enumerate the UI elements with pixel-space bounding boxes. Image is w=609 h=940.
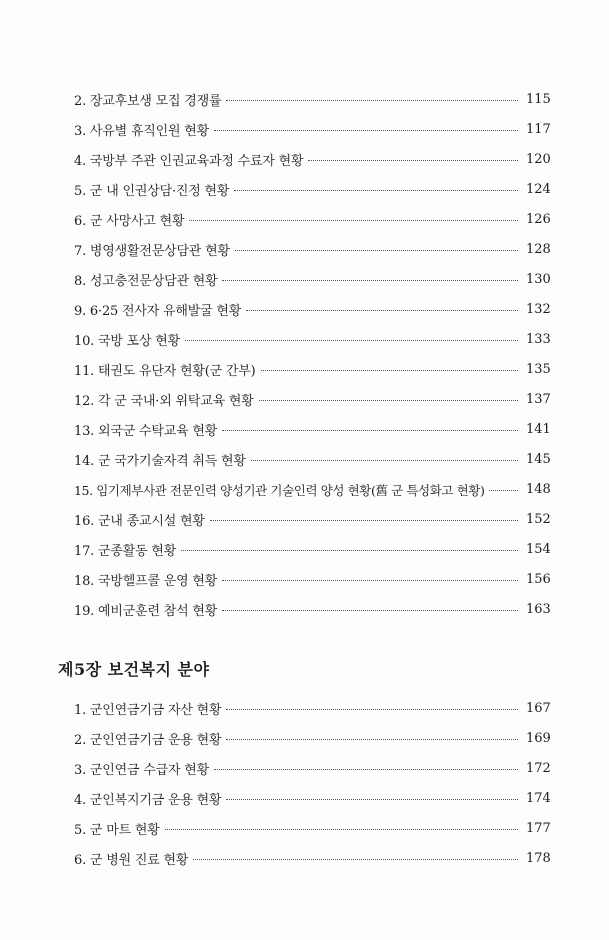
dot-leader xyxy=(222,610,518,611)
toc-entry-title: 3. 군인연금 수급자 현황 xyxy=(74,762,210,778)
dot-leader xyxy=(193,859,518,860)
toc-entry-page-number: 130 xyxy=(526,271,551,287)
chapter-title: 제5장 보건복지 분야 xyxy=(58,660,210,679)
toc-entry[interactable] xyxy=(74,324,550,354)
toc-entry[interactable] xyxy=(74,475,550,505)
toc-entry[interactable] xyxy=(74,114,550,144)
dot-leader xyxy=(189,220,518,221)
toc-entry[interactable] xyxy=(74,264,550,294)
dot-leader xyxy=(259,400,518,401)
dot-leader xyxy=(235,250,518,251)
toc-entry[interactable] xyxy=(74,843,550,873)
toc-entry-title: 8. 성고충전문상담관 현황 xyxy=(74,273,218,289)
toc-entry-title: 17. 군종활동 현황 xyxy=(74,544,177,560)
dot-leader xyxy=(226,799,518,800)
toc-entry-title: 15. 임기제부사관 전문인력 양성기관 기술인력 양성 현황(舊 군 특성화고 현황) xyxy=(74,482,485,498)
toc-entry-title: 5. 군 내 인권상담·진정 현황 xyxy=(74,183,230,199)
toc-entry-title: 11. 태권도 유단자 현황(군 간부) xyxy=(74,363,256,379)
toc-entry-page-number: 177 xyxy=(526,820,551,836)
toc-entry-page-number: 154 xyxy=(526,542,551,558)
toc-entry-page-number: 137 xyxy=(526,391,551,407)
toc-entry[interactable] xyxy=(74,354,550,384)
toc-list-chapter4 xyxy=(74,84,550,625)
toc-entry-title: 7. 병영생활전문상담관 현황 xyxy=(74,243,230,259)
dot-leader xyxy=(181,550,518,551)
toc-entry-page-number: 132 xyxy=(526,301,551,317)
dot-leader xyxy=(246,310,518,311)
toc-entry-page-number: 148 xyxy=(526,482,551,498)
toc-entry[interactable] xyxy=(74,384,550,414)
toc-entry-title: 10. 국방 포상 현황 xyxy=(74,333,181,349)
toc-entry-page-number: 156 xyxy=(526,572,551,588)
dot-leader xyxy=(251,460,518,461)
toc-entry-page-number: 178 xyxy=(526,850,551,866)
dot-leader xyxy=(226,100,518,101)
toc-entry-title: 2. 장교후보생 모집 경쟁률 xyxy=(74,93,222,109)
toc-entry-page-number: 152 xyxy=(526,512,551,528)
toc-entry[interactable] xyxy=(74,505,550,535)
toc-entry-title: 16. 군내 종교시설 현황 xyxy=(74,514,205,530)
toc-entry-page-number: 174 xyxy=(526,790,551,806)
toc-entry[interactable] xyxy=(74,595,550,625)
toc-entry-page-number: 124 xyxy=(526,181,551,197)
dot-leader xyxy=(222,280,518,281)
dot-leader xyxy=(308,160,518,161)
dot-leader xyxy=(214,769,518,770)
dot-leader xyxy=(214,130,518,131)
toc-entry[interactable] xyxy=(74,144,550,174)
toc-entry[interactable] xyxy=(74,813,550,843)
toc-entry[interactable] xyxy=(74,723,550,753)
dot-leader xyxy=(185,340,518,341)
toc-entry-page-number: 167 xyxy=(526,700,551,716)
toc-entry-title: 2. 군인연금기금 운용 현황 xyxy=(74,732,222,748)
dot-leader xyxy=(261,370,519,371)
toc-entry-title: 6. 군 병원 진료 현황 xyxy=(74,852,189,868)
dot-leader xyxy=(226,739,518,740)
toc-entry[interactable] xyxy=(74,753,550,783)
toc-entry-page-number: 133 xyxy=(526,331,551,347)
toc-entry-page-number: 141 xyxy=(526,422,551,438)
toc-entry-title: 5. 군 마트 현황 xyxy=(74,822,160,838)
toc-entry-page-number: 126 xyxy=(526,211,551,227)
dot-leader xyxy=(210,520,518,521)
toc-entry-title: 18. 국방헬프콜 운영 현황 xyxy=(74,574,218,590)
dot-leader xyxy=(222,580,518,581)
toc-entry[interactable] xyxy=(74,535,550,565)
toc-entry-page-number: 135 xyxy=(526,361,551,377)
toc-entry-title: 1. 군인연금기금 자산 현황 xyxy=(74,702,222,718)
toc-entry-page-number: 172 xyxy=(526,760,551,776)
toc-entry-title: 4. 국방부 주관 인권교육과정 수료자 현황 xyxy=(74,153,304,169)
toc-entry[interactable] xyxy=(74,174,550,204)
toc-entry[interactable] xyxy=(74,693,550,723)
toc-entry-title: 9. 6·25 전사자 유해발굴 현황 xyxy=(74,303,242,319)
toc-entry-title: 3. 사유별 휴직인원 현황 xyxy=(74,123,210,139)
toc-entry[interactable] xyxy=(74,565,550,595)
toc-entry-title: 6. 군 사망사고 현황 xyxy=(74,213,185,229)
toc-entry-page-number: 169 xyxy=(526,730,551,746)
toc-entry-title: 12. 각 군 국내·외 위탁교육 현황 xyxy=(74,393,254,409)
toc-entry-title: 13. 외국군 수탁교육 현황 xyxy=(74,424,218,440)
dot-leader xyxy=(489,490,518,491)
toc-entry[interactable] xyxy=(74,294,550,324)
toc-entry-title: 19. 예비군훈련 참석 현황 xyxy=(74,604,218,620)
toc-entry-page-number: 115 xyxy=(526,91,551,107)
toc-entry[interactable] xyxy=(74,204,550,234)
toc-entry[interactable] xyxy=(74,84,550,114)
toc-entry[interactable] xyxy=(74,234,550,264)
dot-leader xyxy=(165,829,518,830)
toc-entry-page-number: 117 xyxy=(526,121,551,137)
toc-entry-title: 4. 군인복지기금 운용 현황 xyxy=(74,792,222,808)
toc-entry-page-number: 128 xyxy=(526,241,551,257)
toc-entry-page-number: 163 xyxy=(526,602,551,618)
dot-leader xyxy=(222,430,518,431)
dot-leader xyxy=(226,709,518,710)
dot-leader xyxy=(234,190,518,191)
toc-entry-page-number: 145 xyxy=(526,452,551,468)
toc-entry-title: 14. 군 국가기술자격 취득 현황 xyxy=(74,454,246,470)
toc-entry-page-number: 120 xyxy=(526,151,551,167)
toc-entry[interactable] xyxy=(74,415,550,445)
toc-entry[interactable] xyxy=(74,445,550,475)
toc-entry[interactable] xyxy=(74,783,550,813)
toc-list-chapter5 xyxy=(74,693,550,873)
